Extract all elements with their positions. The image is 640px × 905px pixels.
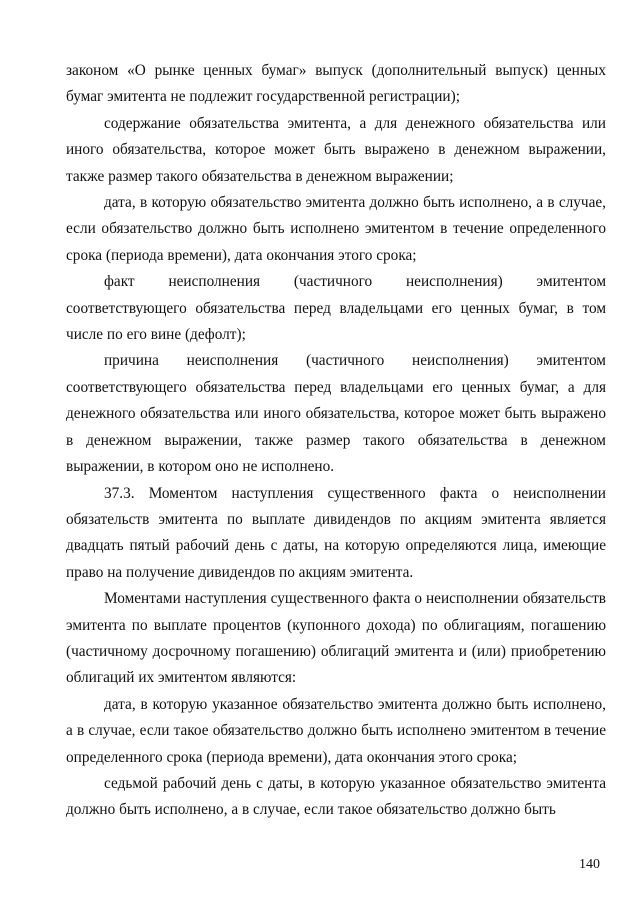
paragraph-default-reason: причина неисполнения (частичного неисполнения) эмитентом соответствующего обязательства перед владельцами его ценных бумаг, а для денежного обязательства или иного обязательства, которое может быть выражено в денежном выражении, также размер такого обязательства в денежном выражении, в котором оно не исполнено. xyxy=(66,352,606,476)
paragraph-bond-moments: Моментами наступления существенного факта о неисполнении обязательств эмитента по выплате процентов (купонного дохода) по облигациям, погашению (частичному досрочному погашению) облигаций эмитента и (или) приобретению облигаций их эмитентом являются: xyxy=(66,590,606,687)
paragraph-obligation-date: дата, в которую обязательство эмитента должно быть исполнено, а в случае, если обязательство должно быть исполнено эмитентом в течение определенного срока (периода времени), дата окончания этого срока; xyxy=(66,194,606,264)
paragraph-obligation-content: содержание обязательства эмитента, а для денежного обязательства или иного обязательства, которое может быть выражено в денежном выражении, также размер такого обязательства в денежном выражении; xyxy=(66,114,606,185)
paragraph-section-37-3: 37.3. Моментом наступления существенного факта о неисполнении обязательств эмитента по выплате дивидендов по акциям эмитента является двадцать пятый рабочий день с даты, на которую определяются лица, имеющие право на получение дивидендов по акциям эмитента. xyxy=(66,484,606,581)
paragraph-continuation: законом «О рынке ценных бумаг» выпуск (дополнительный выпуск) ценных бумаг эмитента не подлежит государственной регистрации); xyxy=(66,62,606,106)
paragraph-bond-date: дата, в которую указанное обязательство эмитента должно быть исполнено, а в случае, если такое обязательство должно быть исполнено эмитентом в течение определенного срока (периода времени), дата окончания этого срока; xyxy=(66,695,606,766)
paragraph-default-fact: факт неисполнения (частичного неисполнения) эмитентом соответствующего обязательства перед владельцами его ценных бумаг, в том числе по его вине (дефолт); xyxy=(66,273,606,344)
body-text xyxy=(66,58,606,824)
page-number: 140 xyxy=(579,857,600,872)
paragraph-seventh-day: седьмой рабочий день с даты, в которую указанное обязательство эмитента должно быть исполнено, а в случае, если такое обязательство должно быть xyxy=(66,774,606,819)
